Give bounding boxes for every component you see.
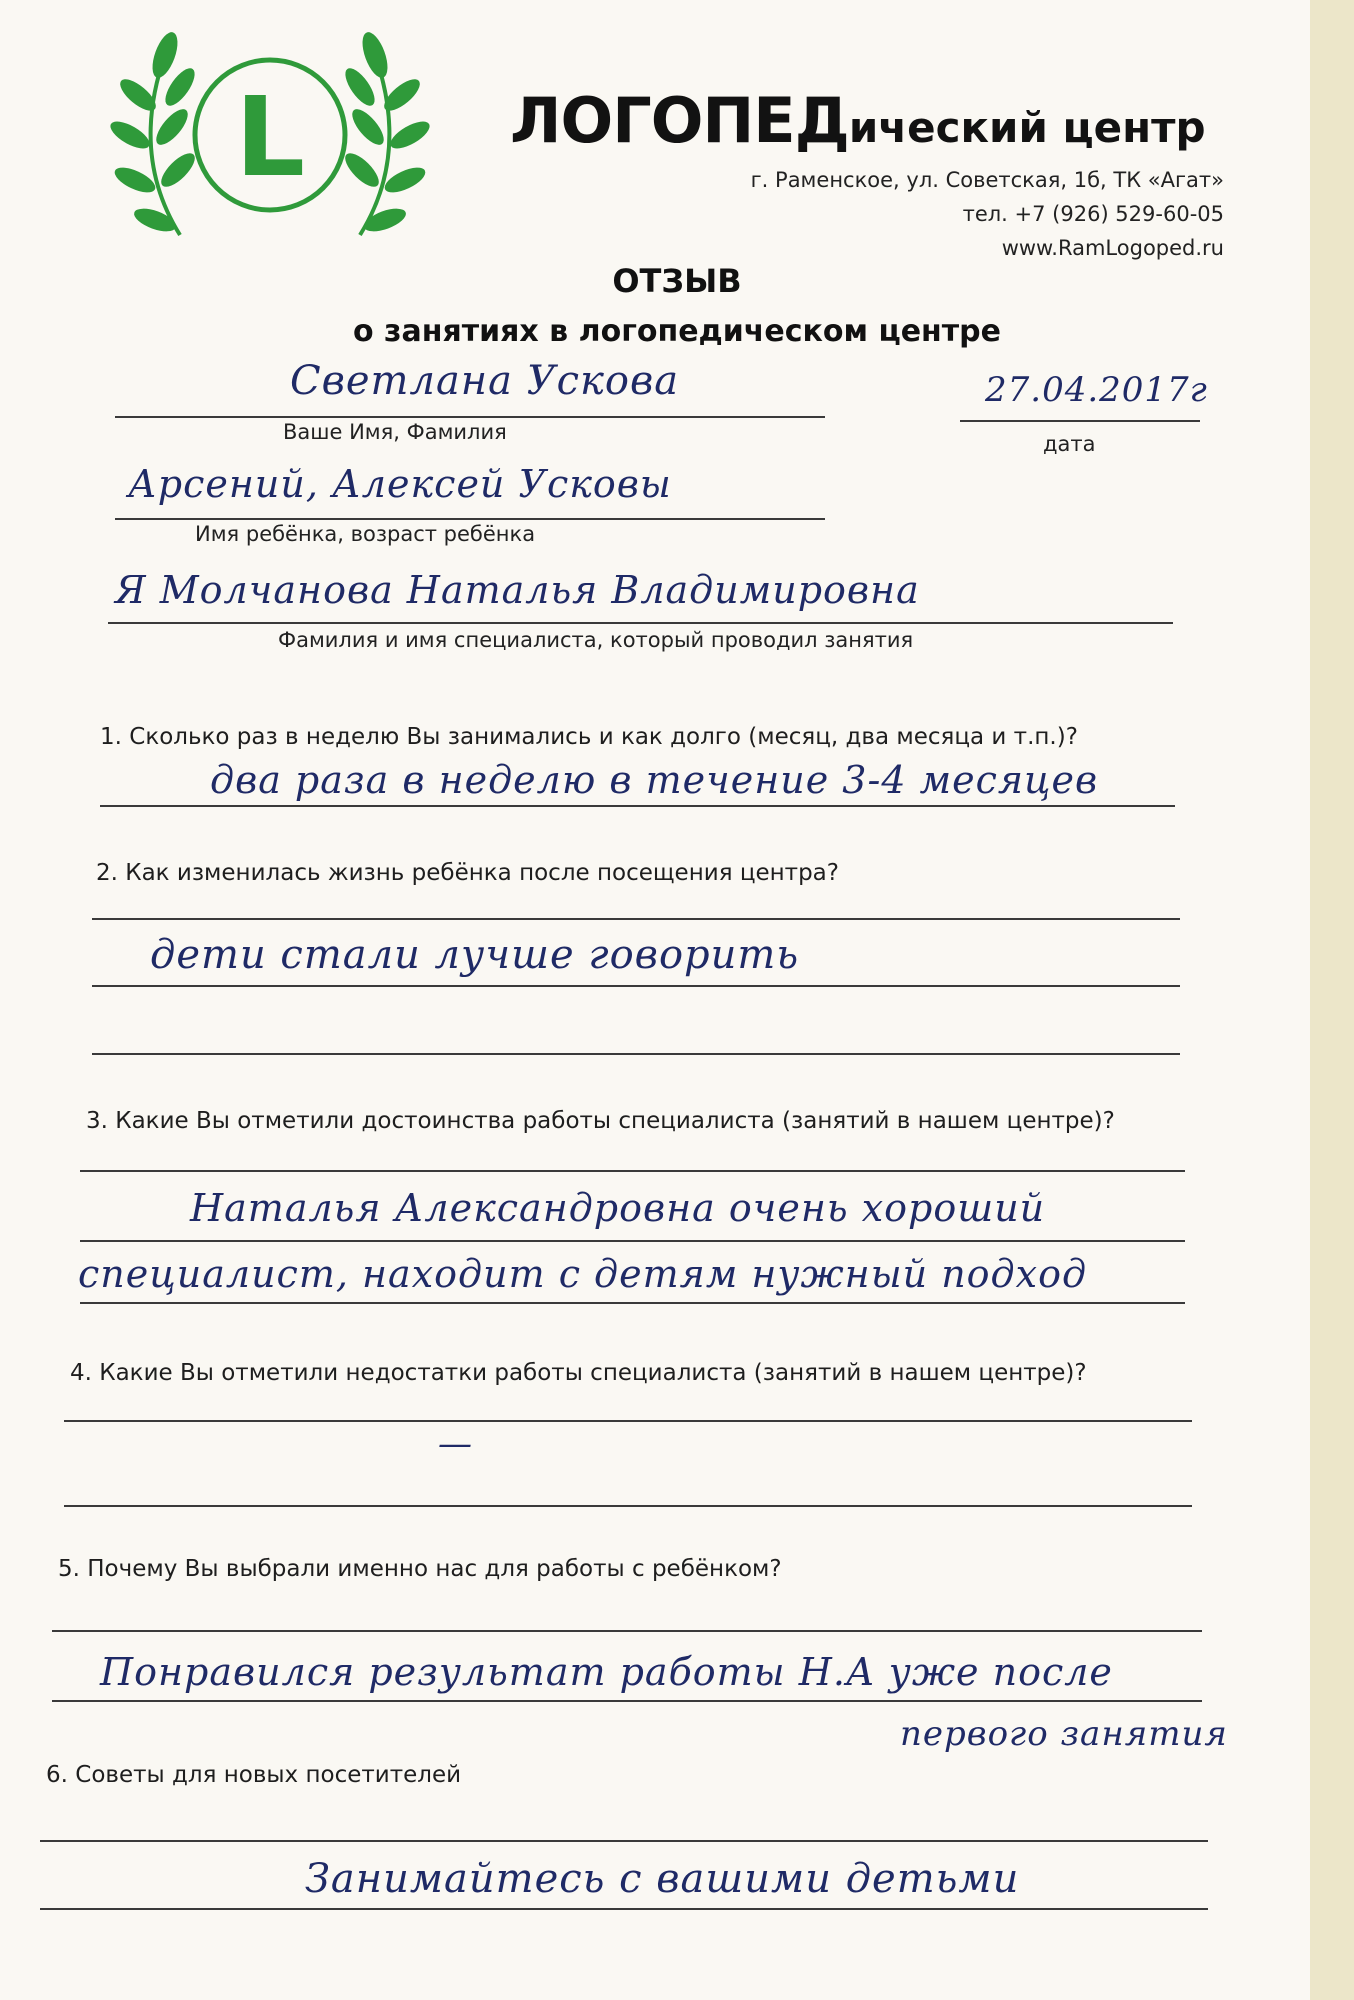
address: г. Раменское, ул. Советская, 1б, ТК «Агат» <box>750 168 1224 192</box>
child-value: Арсений, Алексей Усковы <box>128 462 672 506</box>
answer-2-line-3 <box>92 1053 1180 1055</box>
answer-6: Занимайтесь с вашими детьми <box>305 1856 1020 1902</box>
specialist-value: Я Молчанова Наталья Владимировна <box>115 568 920 612</box>
date-label: дата <box>1043 432 1096 456</box>
answer-2-line-1 <box>92 918 1180 920</box>
answer-4-line-1 <box>64 1420 1192 1422</box>
answer-5-line-2 <box>52 1700 1202 1702</box>
answer-2: дети стали лучше говорить <box>150 932 800 978</box>
answer-4: — <box>438 1424 473 1464</box>
date-line <box>960 420 1200 422</box>
form-title: ОТЗЫВ <box>612 262 742 300</box>
child-label: Имя ребёнка, возраст ребёнка <box>195 522 536 546</box>
name-line <box>115 416 825 418</box>
laurel-logo <box>110 15 430 265</box>
answer-3-line-3 <box>80 1302 1185 1304</box>
phone: тел. +7 (926) 529-60-05 <box>962 202 1224 226</box>
answer-3-part-1: Наталья Александровна очень хороший <box>190 1186 1046 1230</box>
brand-big: ЛОГОПЕД <box>510 84 849 157</box>
answer-1: два раза в неделю в течение 3-4 месяцев <box>210 758 1099 802</box>
answer-3-part-2: специалист, находит с детям нужный подход <box>78 1252 1088 1296</box>
child-line <box>115 518 825 520</box>
specialist-label: Фамилия и имя специалиста, который проводил занятия <box>278 628 914 652</box>
brand-name <box>510 84 1206 157</box>
question-5: 5. Почему Вы выбрали именно нас для работы с ребёнком? <box>58 1556 782 1582</box>
answer-5-line-1 <box>52 1630 1202 1632</box>
date-value: 27.04.2017г <box>985 370 1208 410</box>
answer-5-part-1: Понравился результат работы Н.А уже после <box>100 1650 1113 1694</box>
answer-5-part-2: первого занятия <box>900 1714 1228 1754</box>
answer-2-line-2 <box>92 985 1180 987</box>
question-3: 3. Какие Вы отметили достоинства работы специалиста (занятий в нашем центре)? <box>86 1108 1115 1134</box>
question-4: 4. Какие Вы отметили недостатки работы специалиста (занятий в нашем центре)? <box>70 1360 1087 1386</box>
question-2: 2. Как изменилась жизнь ребёнка после посещения центра? <box>96 860 839 886</box>
page-edge <box>1310 0 1354 2000</box>
question-1: 1. Сколько раз в неделю Вы занимались и как долго (месяц, два месяца и т.п.)? <box>100 724 1078 750</box>
question-6: 6. Советы для новых посетителей <box>46 1762 462 1788</box>
name-value: Светлана Ускова <box>290 358 680 404</box>
specialist-line <box>108 622 1173 624</box>
answer-4-line-2 <box>64 1505 1192 1507</box>
answer-3-line-1 <box>80 1170 1185 1172</box>
form-subtitle: о занятиях в логопедическом центре <box>353 314 1001 349</box>
name-label: Ваше Имя, Фамилия <box>283 420 507 444</box>
answer-6-line-1 <box>40 1840 1208 1842</box>
website: www.RamLogoped.ru <box>1001 236 1224 260</box>
logo-letter: L <box>234 73 306 201</box>
answer-6-line-2 <box>40 1908 1208 1910</box>
brand-small: ический центр <box>848 103 1206 152</box>
answer-1-line <box>100 805 1175 807</box>
answer-3-line-2 <box>80 1240 1185 1242</box>
